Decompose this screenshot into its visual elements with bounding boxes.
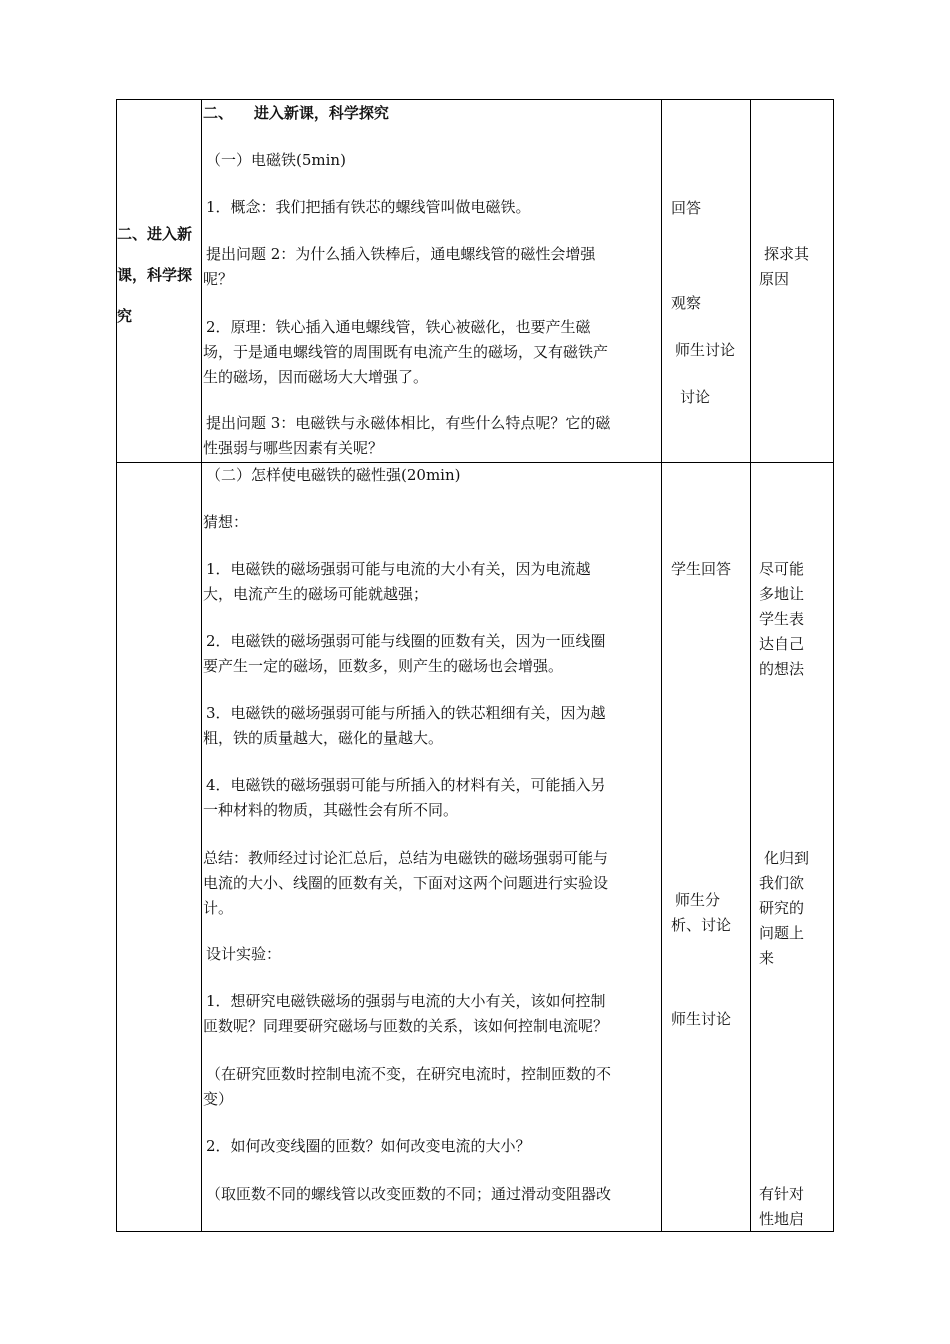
content-line: 1．概念：我们把插有铁芯的螺线管叫做电磁铁。 <box>206 198 531 216</box>
student-activity: 回答 <box>671 199 702 217</box>
content-line: 猜想： <box>203 513 249 531</box>
table-bottom-border <box>116 1231 834 1232</box>
content-line: 性强弱与哪些因素有关呢？ <box>203 439 384 457</box>
content-line: 总结：教师经过讨论汇总后，总结为电磁铁的磁场强弱可能与 <box>203 849 609 867</box>
student-activity: 学生回答 <box>671 560 732 578</box>
content-line: 场，于是通电螺线管的周围既有电流产生的磁场，又有磁铁产 <box>203 343 609 361</box>
content-line: 电流的大小、线圈的匝数有关，下面对这两个问题进行实验设 <box>203 874 609 892</box>
content-line: （二）怎样使电磁铁的磁性强(20min) <box>206 466 461 484</box>
design-intent: 达自己 <box>759 635 805 653</box>
content-line: 计。 <box>203 899 234 917</box>
student-activity: 观察 <box>671 294 702 312</box>
content-line: 粗，铁的质量越大，磁化的量越大。 <box>203 729 444 747</box>
design-intent: 的想法 <box>759 660 805 678</box>
design-intent: 原因 <box>759 270 790 288</box>
design-intent: 研究的 <box>759 899 805 917</box>
design-intent: 问题上 <box>759 924 805 942</box>
student-activity: 师生分 <box>675 891 721 909</box>
content-line: （一）电磁铁(5min) <box>206 151 346 169</box>
student-activity: 析、讨论 <box>671 916 732 934</box>
design-intent: 我们欲 <box>759 874 805 892</box>
content-line: 提出问题 3：电磁铁与永磁体相比，有些什么特点呢？它的磁 <box>206 414 611 432</box>
stage-label-line: 究 <box>117 307 133 325</box>
content-line: 3．电磁铁的磁场强弱可能与所插入的铁芯粗细有关，因为越 <box>206 704 606 722</box>
student-activity: 师生讨论 <box>671 1010 732 1028</box>
content-line: 呢？ <box>203 270 234 288</box>
design-intent: 性地启 <box>759 1210 805 1228</box>
content-line: 要产生一定的磁场，匝数多，则产生的磁场也会增强。 <box>203 657 564 675</box>
column-divider-2 <box>661 99 662 1232</box>
section-heading: 二、 进入新课，科学探究 <box>203 104 389 122</box>
content-line: 2．如何改变线圈的匝数？如何改变电流的大小？ <box>206 1137 531 1155</box>
design-intent: 尽可能 <box>759 560 805 578</box>
design-intent: 有针对 <box>759 1185 805 1203</box>
content-line: 4．电磁铁的磁场强弱可能与所插入的材料有关，可能插入另 <box>206 776 606 794</box>
design-intent: 多地让 <box>759 585 805 603</box>
student-activity: 师生讨论 <box>675 341 736 359</box>
design-intent: 探求其 <box>764 245 810 263</box>
design-intent: 来 <box>759 949 775 967</box>
content-line: 2．电磁铁的磁场强弱可能与线圈的匝数有关，因为一匝线圈 <box>206 632 606 650</box>
stage-label-line: 二、进入新 <box>117 225 193 243</box>
content-line: 匝数呢？同理要研究磁场与匝数的关系，该如何控制电流呢？ <box>203 1017 609 1035</box>
design-intent: 化归到 <box>764 849 810 867</box>
table-right-border <box>833 99 834 1232</box>
content-line: 大，电流产生的磁场可能就越强； <box>203 585 429 603</box>
column-divider-1 <box>201 99 202 1232</box>
content-line: （取匝数不同的螺线管以改变匝数的不同；通过滑动变阻器改 <box>206 1185 612 1203</box>
content-line: 2．原理：铁心插入通电螺线管，铁心被磁化，也要产生磁 <box>206 318 591 336</box>
column-divider-3 <box>750 99 751 1232</box>
student-activity: 讨论 <box>680 388 711 406</box>
content-line: 1．电磁铁的磁场强弱可能与电流的大小有关，因为电流越 <box>206 560 591 578</box>
lesson-plan-table <box>116 99 834 1232</box>
content-line: 设计实验： <box>206 945 282 963</box>
stage-label-line: 课，科学探 <box>117 266 193 284</box>
content-line: 1．想研究电磁铁磁场的强弱与电流的大小有关，该如何控制 <box>206 992 606 1010</box>
design-intent: 学生表 <box>759 610 805 628</box>
content-line: （在研究匝数时控制电流不变，在研究电流时，控制匝数的不 <box>206 1065 612 1083</box>
content-line: 变） <box>203 1090 234 1108</box>
content-line: 提出问题 2：为什么插入铁棒后，通电螺线管的磁性会增强 <box>206 245 596 263</box>
content-line: 一种材料的物质，其磁性会有所不同。 <box>203 801 459 819</box>
content-line: 生的磁场，因而磁场大大增强了。 <box>203 368 429 386</box>
